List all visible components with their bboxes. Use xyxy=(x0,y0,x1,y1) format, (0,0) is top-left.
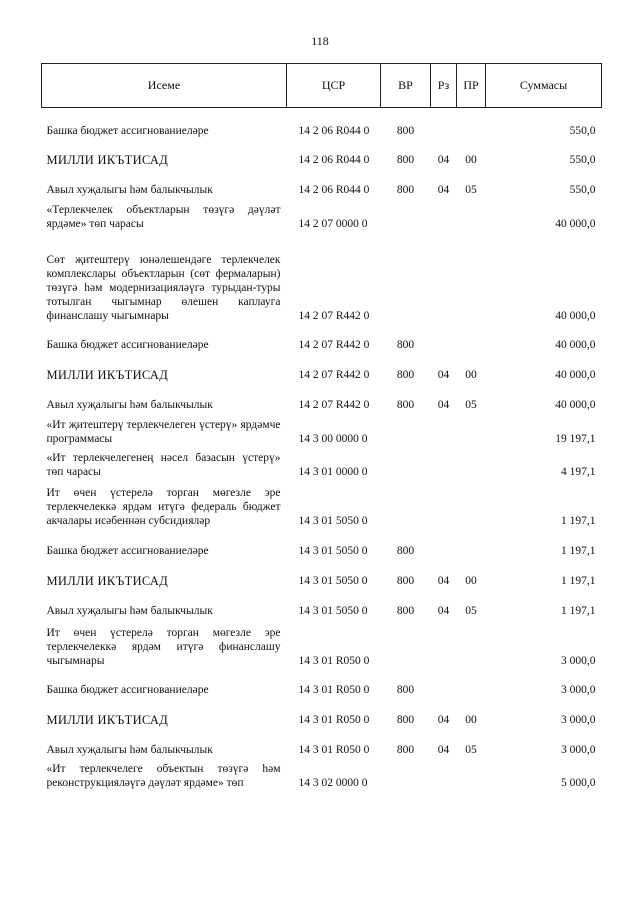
cell-vr: 800 xyxy=(396,398,415,411)
cell-rz xyxy=(431,479,457,528)
header-sum: Суммасы xyxy=(486,64,602,108)
cell-rz xyxy=(431,757,457,790)
cell-sum: 5 000,0 xyxy=(561,776,596,789)
cell-name: МИЛЛИ ИКЪТИСАД xyxy=(46,367,169,382)
cell-rz: 04 xyxy=(437,713,450,726)
cell-sum: 3 000,0 xyxy=(561,743,596,756)
cell-sum: 550,0 xyxy=(569,124,596,137)
cell-name: Авыл хуҗалыгы һәм балыкчылык xyxy=(46,604,213,617)
cell-csr: 14 3 01 0000 0 xyxy=(298,465,368,478)
cell-sum: 550,0 xyxy=(569,183,596,196)
header-rz: Рз xyxy=(431,64,457,108)
cell-name: МИЛЛИ ИКЪТИСАД xyxy=(46,152,169,167)
cell-csr: 14 3 01 R050 0 xyxy=(298,654,370,667)
cell-vr: 800 xyxy=(396,124,415,137)
cell-rz: 04 xyxy=(437,368,450,381)
table-row xyxy=(42,618,602,668)
header-vr: ВР xyxy=(381,64,431,108)
cell-rz xyxy=(431,618,457,668)
cell-pr: 05 xyxy=(465,183,477,196)
cell-pr xyxy=(457,412,486,446)
table-body xyxy=(42,108,602,790)
table-row xyxy=(42,167,602,197)
cell-rz: 04 xyxy=(437,153,450,166)
cell-csr: 14 3 01 5050 0 xyxy=(298,544,368,557)
table-header xyxy=(42,64,602,108)
cell-csr: 14 2 07 R442 0 xyxy=(298,338,370,351)
cell-pr xyxy=(457,323,486,352)
cell-csr: 14 2 06 R044 0 xyxy=(298,183,370,196)
cell-csr: 14 2 06 R044 0 xyxy=(298,153,370,166)
cell-sum: 1 197,1 xyxy=(561,604,596,617)
cell-vr: 800 xyxy=(396,604,415,617)
cell-csr: 14 3 02 0000 0 xyxy=(298,776,368,789)
cell-sum: 1 197,1 xyxy=(561,574,596,587)
cell-pr xyxy=(457,757,486,790)
header-csr: ЦСР xyxy=(287,64,381,108)
table-row xyxy=(42,231,602,323)
table-row xyxy=(42,446,602,479)
cell-pr xyxy=(457,479,486,528)
cell-rz xyxy=(431,446,457,479)
cell-rz: 04 xyxy=(437,398,450,411)
table-row xyxy=(42,588,602,618)
cell-rz: 04 xyxy=(437,743,450,756)
cell-name: Ит өчен үстерелә торган мөгезле эре терлекчелеккә ярдәм итүгә финанслашу чыгымнары xyxy=(46,626,281,667)
cell-name: Башка бюджет ассигнованиеләре xyxy=(46,338,209,351)
cell-pr xyxy=(457,528,486,558)
cell-vr: 800 xyxy=(396,368,415,381)
cell-name: Башка бюджет ассигнованиеләре xyxy=(46,683,209,696)
cell-name: Сөт җитештерү юнәлешендәге терлекчелек комплекслары объектларын (сөт фермаларын) төзүгә һәм модернизацияләүгә турыдан-туры тотылган чыгымнар өлешен каплауга финанслашу чыгымнары xyxy=(46,253,281,322)
cell-sum: 19 197,1 xyxy=(555,432,596,445)
cell-vr: 800 xyxy=(396,743,415,756)
cell-rz xyxy=(431,528,457,558)
cell-rz xyxy=(431,231,457,323)
header-pr: ПР xyxy=(457,64,486,108)
cell-csr: 14 3 01 5050 0 xyxy=(298,604,368,617)
cell-sum: 40 000,0 xyxy=(555,309,596,322)
table-row xyxy=(42,382,602,412)
cell-rz xyxy=(431,412,457,446)
cell-name: Башка бюджет ассигнованиеләре xyxy=(46,544,209,557)
cell-rz xyxy=(431,668,457,697)
cell-vr: 800 xyxy=(396,544,415,557)
cell-sum: 1 197,1 xyxy=(561,544,596,557)
table-row xyxy=(42,197,602,231)
cell-pr xyxy=(457,668,486,697)
cell-pr: 05 xyxy=(465,743,477,756)
table-row xyxy=(42,668,602,697)
cell-csr: 14 3 01 R050 0 xyxy=(298,713,370,726)
table-row xyxy=(42,697,602,727)
cell-csr: 14 3 01 5050 0 xyxy=(298,574,368,587)
cell-rz xyxy=(431,323,457,352)
cell-name: МИЛЛИ ИКЪТИСАД xyxy=(46,573,169,588)
table-row xyxy=(42,757,602,790)
cell-vr: 800 xyxy=(396,713,415,726)
cell-sum: 3 000,0 xyxy=(561,654,596,667)
cell-vr: 800 xyxy=(396,683,415,696)
cell-vr: 800 xyxy=(396,574,415,587)
cell-rz xyxy=(431,197,457,231)
cell-vr xyxy=(381,412,431,446)
cell-rz xyxy=(431,108,457,138)
cell-name: Ит өчен үстерелә торган мөгезле эре терлекчелеккә ярдәм итүгә федераль бюджет акчалары исәбеннән субсидияләр xyxy=(46,486,281,527)
cell-pr: 00 xyxy=(465,713,477,726)
cell-sum: 40 000,0 xyxy=(555,338,596,351)
cell-csr: 14 2 07 R442 0 xyxy=(298,368,370,381)
cell-sum: 550,0 xyxy=(569,153,596,166)
cell-vr xyxy=(381,757,431,790)
table-row xyxy=(42,479,602,528)
cell-pr xyxy=(457,108,486,138)
cell-name: Авыл хуҗалыгы һәм балыкчылык xyxy=(46,398,213,411)
cell-csr: 14 3 01 5050 0 xyxy=(298,514,368,527)
cell-vr: 800 xyxy=(396,338,415,351)
cell-sum: 40 000,0 xyxy=(555,217,596,230)
cell-name: «Ит җитештерү терлекчелеген үстерү» ярдәмче программасы xyxy=(46,418,281,445)
cell-sum: 3 000,0 xyxy=(561,683,596,696)
cell-name: «Терлекчелек объектларын төзүгә дәүләт ярдәме» төп чарасы xyxy=(46,203,281,230)
cell-name: «Ит терлекчелеге объектын төзүгә һәм реконструкцияләүгә дәүләт ярдәме» төп xyxy=(46,762,281,789)
cell-name: Башка бюджет ассигнованиеләре xyxy=(46,124,209,137)
cell-sum: 1 197,1 xyxy=(561,514,596,527)
budget-table xyxy=(41,63,602,790)
cell-name: МИЛЛИ ИКЪТИСАД xyxy=(46,712,169,727)
table-row xyxy=(42,412,602,446)
cell-csr: 14 2 07 0000 0 xyxy=(298,217,368,230)
cell-csr: 14 2 07 R442 0 xyxy=(298,398,370,411)
cell-pr: 05 xyxy=(465,398,477,411)
cell-vr xyxy=(381,479,431,528)
cell-pr: 00 xyxy=(465,368,477,381)
cell-rz: 04 xyxy=(437,574,450,587)
cell-vr: 800 xyxy=(396,183,415,196)
cell-csr: 14 3 01 R050 0 xyxy=(298,683,370,696)
cell-csr: 14 2 07 R442 0 xyxy=(298,309,370,322)
page-number: 118 xyxy=(311,34,329,48)
cell-csr: 14 2 06 R044 0 xyxy=(298,124,370,137)
cell-pr: 00 xyxy=(465,574,477,587)
cell-name: Авыл хуҗалыгы һәм балыкчылык xyxy=(46,743,213,756)
cell-sum: 40 000,0 xyxy=(555,368,596,381)
cell-csr: 14 3 01 R050 0 xyxy=(298,743,370,756)
cell-csr: 14 3 00 0000 0 xyxy=(298,432,368,445)
cell-name: «Ит терлекчелегенең нәсел базасын үстерү» төп чарасы xyxy=(46,451,281,478)
cell-pr xyxy=(457,197,486,231)
table-row xyxy=(42,138,602,167)
table-row xyxy=(42,108,602,138)
table-row xyxy=(42,727,602,757)
cell-sum: 40 000,0 xyxy=(555,398,596,411)
cell-pr xyxy=(457,446,486,479)
cell-pr xyxy=(457,618,486,668)
table-row xyxy=(42,528,602,558)
cell-pr: 00 xyxy=(465,153,477,166)
cell-rz: 04 xyxy=(437,183,450,196)
table-row xyxy=(42,323,602,352)
cell-pr xyxy=(457,231,486,323)
cell-rz: 04 xyxy=(437,604,450,617)
cell-vr xyxy=(381,197,431,231)
cell-vr xyxy=(381,618,431,668)
cell-vr xyxy=(381,446,431,479)
cell-name: Авыл хуҗалыгы һәм балыкчылык xyxy=(46,183,213,196)
cell-pr: 05 xyxy=(465,604,477,617)
table-row xyxy=(42,558,602,588)
cell-sum: 4 197,1 xyxy=(561,465,596,478)
cell-sum: 3 000,0 xyxy=(561,713,596,726)
table-row xyxy=(42,352,602,382)
header-name: Исеме xyxy=(42,64,287,108)
cell-vr: 800 xyxy=(396,153,415,166)
cell-vr xyxy=(381,231,431,323)
